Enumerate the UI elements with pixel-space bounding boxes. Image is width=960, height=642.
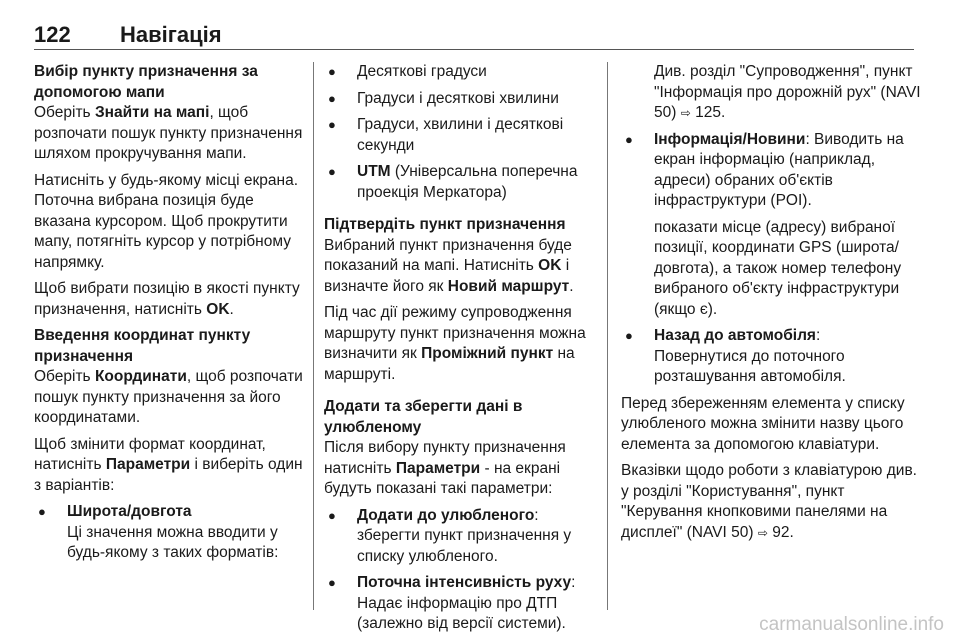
sub-format-list <box>324 62 600 156</box>
paragraph: Оберіть Координати, щоб розпочати пошук пункту призначення за його координатами. <box>34 368 303 426</box>
paragraph: Щоб змінити формат координат, натисніть Параметри і виберіть один з варіантів: <box>34 435 303 494</box>
term-traffic: Поточна інтенсивність руху <box>357 574 572 591</box>
list-item: ● Градуси, хвилини і десяткові секунди <box>324 115 600 156</box>
column-1 <box>34 62 306 570</box>
column-2 <box>324 62 600 641</box>
heading-coordinates: Введення координат пункту призначення <box>34 327 251 365</box>
list-item: ● Широта/довгота Ці значення можна вводити у будь-якому з таких форматів: <box>34 502 306 564</box>
paragraph: Щоб вибрати позицію в якості пункту призначення, натисніть OK. <box>34 280 300 318</box>
arrow-right-icon: ⇨ <box>680 106 691 120</box>
column-3 <box>621 62 921 549</box>
term-ok: OK <box>206 300 230 318</box>
term-back-to-vehicle: Назад до автомобіля <box>654 327 816 344</box>
term-info-news: Інформація/Новини <box>654 130 806 148</box>
term-new-route: Новий маршрут <box>447 277 570 295</box>
arrow-right-icon: ⇨ <box>757 525 768 540</box>
list-item: ● Поточна інтенсивність руху: Надає інформацію про ДТП (залежно від версії системи). <box>324 573 600 635</box>
watermark: carmanualsonline.info <box>759 614 944 635</box>
paragraph: Після вибору пункту призначення натисніть Параметри - на екрані будуть показані такі параметри: <box>324 439 566 497</box>
page-number: 122 <box>34 22 71 47</box>
paragraph: Див. розділ "Супроводження", пункт "Інформація про дорожній рух" (NAVI 50) ⇨ 125. <box>621 62 921 124</box>
term-find-on-map: Знайти на мапі <box>94 104 210 121</box>
options-list-3 <box>621 326 921 388</box>
list-item: ● Назад до автомобіля: Повернутися до поточного розташування автомобіля. <box>621 326 921 388</box>
paragraph: Оберіть Знайти на мапі, щоб розпочати пошук пункту призначення шляхом прокручування мапи. <box>34 104 303 162</box>
list-item: ● Інформація/Новини: Виводить на екран інформацію (наприклад, адреси) обраних об'єктів інфраструктури (POI). <box>621 130 921 212</box>
list-item: ● Градуси і десяткові хвилини <box>324 89 600 110</box>
list-item: ● Додати до улюбленого: зберегти пункт призначення у списку улюбленого. <box>324 506 600 568</box>
term-waypoint: Проміжний пункт <box>421 345 554 362</box>
heading-favourites: Додати та зберегти дані в улюбленому <box>324 398 523 436</box>
column-divider-1 <box>313 62 314 610</box>
term-parameters: Параметри <box>105 456 191 473</box>
paragraph: Вказівки щодо роботи з клавіатурою див. у розділі "Користування", пункт "Керування кнопковими панелями на дисплеї" (NAVI 50) ⇨ 92. <box>621 461 921 543</box>
format-list-2 <box>324 162 600 203</box>
paragraph: показати місце (адресу) вибраної позиції, координати GPS (широта/довгота), а також номер телефону вибраного об'єкту інфраструктури (якщо є). <box>654 218 902 318</box>
column-divider-2 <box>607 62 608 610</box>
paragraph: Під час дії режиму супроводження маршруту пункт призначення можна визначити як Проміжний пункт на маршруті. <box>324 304 586 383</box>
term-parameters: Параметри <box>395 459 481 477</box>
section-title: Навігація <box>120 22 222 47</box>
heading-map-select: Вибір пункту призначення за допомогою мапи <box>34 63 258 101</box>
paragraph: Натисніть у будь-якому місці екрана. Поточна вибрана позиція буде вказана курсором. Щоб прокрутити мапу, потягніть курсор у потрібному напрямку. <box>34 171 299 271</box>
term-add-favourite: Додати до улюбленого <box>357 506 535 524</box>
list-item: ● Десяткові градуси <box>324 62 600 83</box>
list-item: ● UTM (Універсальна поперечна проекція Меркатора) <box>324 162 600 203</box>
heading-confirm: Підтвердіть пункт призначення <box>324 216 566 233</box>
page-header <box>34 22 914 50</box>
paragraph: Перед збереженням елемента у списку улюбленого можна змінити назву цього елемента за допомогою клавіатури. <box>621 394 905 453</box>
options-list-2 <box>621 130 921 212</box>
term-lat-long: Широта/довгота <box>67 503 192 520</box>
term-coordinates: Координати <box>94 368 187 385</box>
options-list <box>324 506 600 635</box>
paragraph: Вибраний пункт призначення буде показаний на мапі. Натисніть OK і визначте його як Новий маршрут. <box>324 236 574 295</box>
format-list <box>34 502 306 564</box>
term-utm: UTM <box>357 163 391 180</box>
term-ok: OK <box>538 257 562 274</box>
header-divider <box>34 49 914 50</box>
